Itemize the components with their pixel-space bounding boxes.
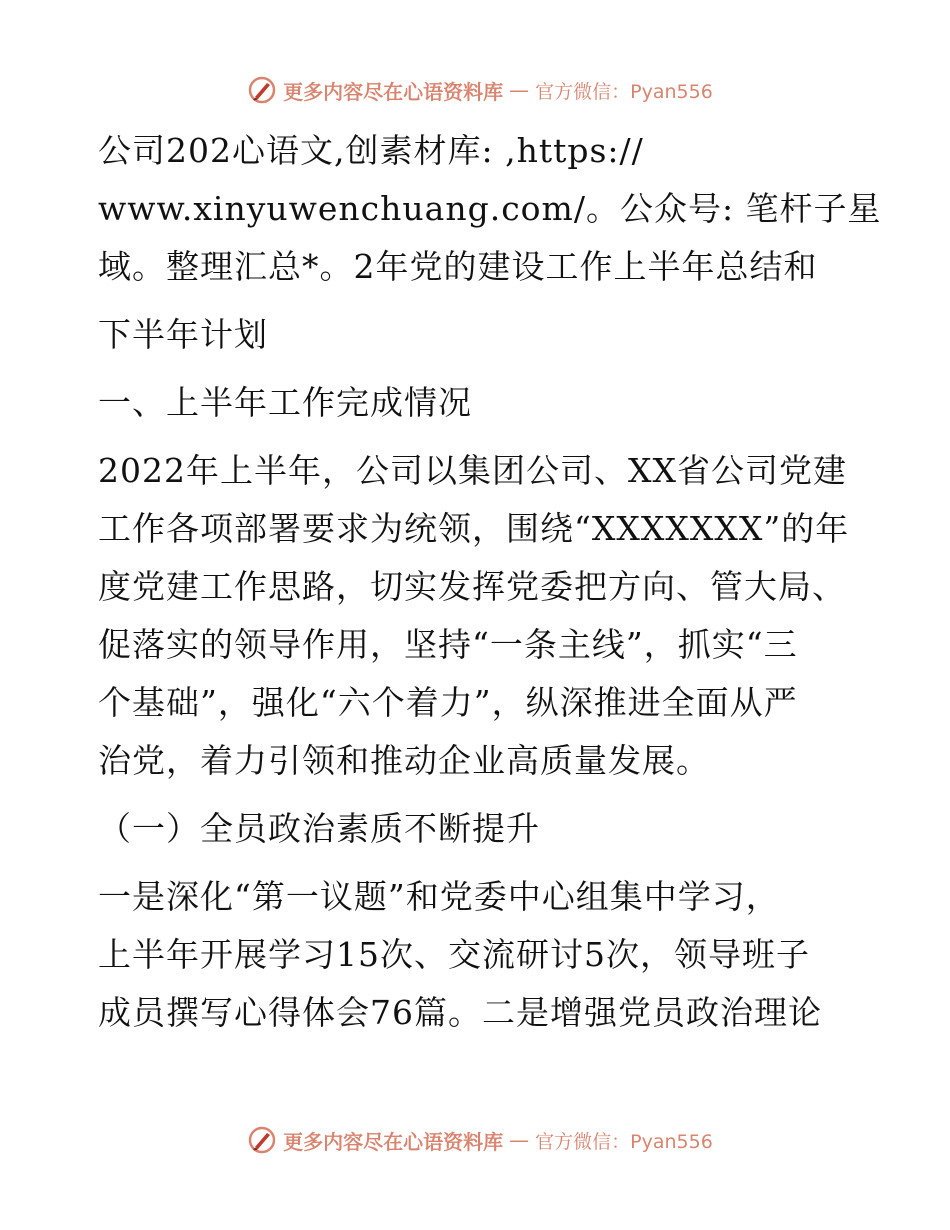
doc-title-line: 下半年计划 bbox=[98, 315, 268, 354]
subsection-heading: （一）全员政治素质不断提升 bbox=[98, 809, 540, 848]
paragraph-line: 2022年上半年，公司以集团公司、XX省公司党建 bbox=[98, 451, 847, 490]
watermark-banner-top bbox=[0, 70, 950, 110]
paragraph-line: 工作各项部署要求为统领，围绕“XXXXXXX”的年 bbox=[98, 509, 850, 548]
doc-line: 公司202心语文,创素材库: ,https:// bbox=[98, 131, 644, 170]
brush-circle-logo-icon bbox=[247, 75, 277, 105]
watermark-wechat-text: 官方微信：Pyan556 bbox=[535, 1130, 713, 1153]
paragraph-line: 成员撰写心得体会76篇。二是增强党员政治理论 bbox=[98, 993, 822, 1032]
doc-line: www.xinyuwenchuang.com/。公众号: 笔杆子星 bbox=[98, 189, 882, 228]
watermark-separator: — bbox=[509, 78, 530, 102]
doc-line: 域。整理汇总*。2年党的建设工作上半年总结和 bbox=[98, 247, 818, 286]
paragraph-line: 上半年开展学习15次、交流研讨5次，领导班子 bbox=[98, 935, 810, 974]
paragraph-line: 个基础”，强化“六个着力”，纵深推进全面从严 bbox=[98, 683, 798, 722]
watermark-main-text: 更多内容尽在心语资料库 bbox=[283, 1129, 504, 1154]
paragraph-line: 促落实的领导作用，坚持“一条主线”，抓实“三 bbox=[98, 625, 798, 664]
watermark-separator: — bbox=[509, 1128, 530, 1152]
paragraph-line: 一是深化“第一议题”和党委中心组集中学习， bbox=[98, 877, 780, 916]
brush-circle-logo-icon bbox=[247, 1125, 277, 1155]
watermark-wechat-text: 官方微信：Pyan556 bbox=[535, 80, 713, 103]
watermark-group bbox=[247, 1125, 713, 1155]
document-body bbox=[98, 122, 882, 1042]
watermark-main-text: 更多内容尽在心语资料库 bbox=[283, 79, 504, 104]
watermark-banner-bottom bbox=[0, 1120, 950, 1160]
watermark-group bbox=[247, 75, 713, 105]
section-heading: 一、上半年工作完成情况 bbox=[98, 383, 472, 422]
paragraph-line: 治党，着力引领和推动企业高质量发展。 bbox=[98, 741, 710, 780]
paragraph-line: 度党建工作思路，切实发挥党委把方向、管大局、 bbox=[98, 567, 846, 606]
